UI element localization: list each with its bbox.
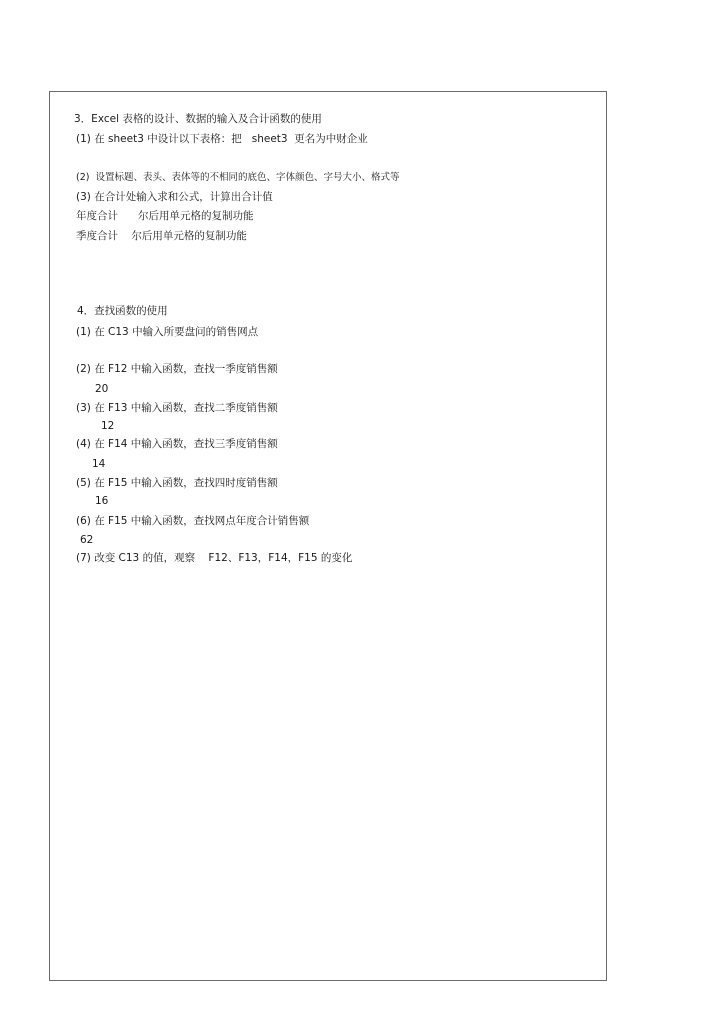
section4-item3-value: 12 bbox=[101, 420, 115, 432]
section4-item6: (6) 在 F15 中输入函数，查找网点年度合计销售额 bbox=[76, 515, 310, 527]
section4-item1: (1) 在 C13 中输入所要盘问的销售网点 bbox=[76, 326, 259, 338]
section3-item2: (2) 设置标题、表头、表体等的不相同的底色、字体颜色、字号大小、格式等 bbox=[76, 172, 400, 183]
section4-item5: (5) 在 F15 中输入函数，查找四时度销售额 bbox=[76, 477, 278, 489]
section4-item4: (4) 在 F14 中输入函数，查找三季度销售额 bbox=[76, 438, 278, 450]
section3-item3: (3) 在合计处输入求和公式，计算出合计值 bbox=[76, 191, 273, 203]
section3-quarterly: 季度合计 尔后用单元格的复制功能 bbox=[76, 230, 247, 242]
section4-item2: (2) 在 F12 中输入函数，查找一季度销售额 bbox=[76, 363, 278, 375]
section4-item6-value: 62 bbox=[80, 534, 94, 546]
document-frame bbox=[49, 91, 607, 981]
section4-item3: (3) 在 F13 中输入函数，查找二季度销售额 bbox=[76, 402, 278, 414]
section4-item2-value: 20 bbox=[95, 383, 109, 395]
section3-item1: (1) 在 sheet3 中设计以下表格：把 sheet3 更名为中财企业 bbox=[76, 133, 368, 145]
section4-heading: 4．查找函数的使用 bbox=[77, 305, 168, 317]
section4-item4-value: 14 bbox=[92, 458, 106, 470]
section4-item5-value: 16 bbox=[95, 495, 109, 507]
section3-heading: 3．Excel 表格的设计、数据的输入及合计函数的使用 bbox=[74, 113, 322, 125]
section3-yearly: 年度合计 尔后用单元格的复制功能 bbox=[76, 210, 254, 222]
section4-item7: (7) 改变 C13 的值，观察 F12、F13，F14，F15 的变化 bbox=[76, 552, 353, 564]
